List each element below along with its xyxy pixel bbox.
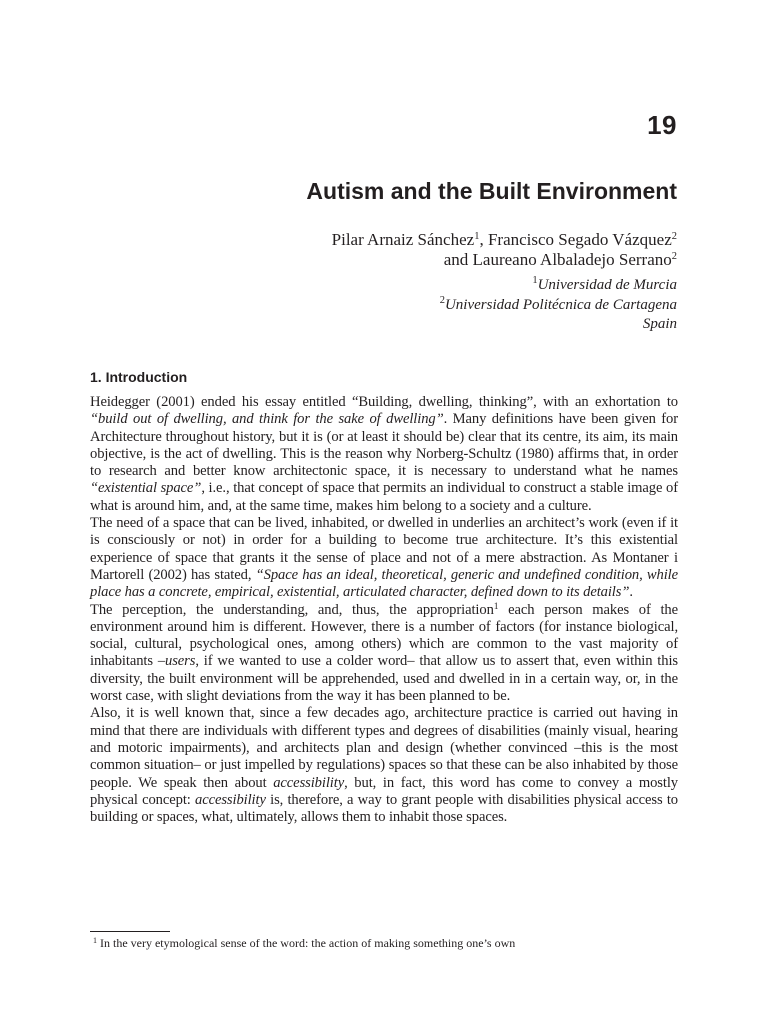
text-run: . Many definitions have been given for Architecture throughout history, but it is (or at least it should be) clear that its centre, its aim, its main objective, is the act of dwelling. This is the reason why Norberg-Schultz (1980) affirms that, in order to research and better know architectonic space, it is necessary to understand what he names bbox=[90, 411, 678, 480]
affiliation-list bbox=[440, 276, 677, 335]
author-line-2 bbox=[332, 250, 677, 270]
author-separator: , bbox=[479, 230, 488, 249]
section-heading: 1. Introduction bbox=[90, 369, 188, 385]
affiliation-marker: 1 bbox=[532, 275, 538, 286]
text-run: is, therefore, a way to grant people with disabilities physical access to building or spaces, what, ultimately, allows them to inhabit those spaces. bbox=[90, 791, 678, 826]
affiliation-line bbox=[440, 315, 677, 335]
text-run: each person makes of the environment around him is different. However, there is a number of factors (for instance biological, social, cultural, psychological ones, among others) which are common to the vast majority of inhabitants – bbox=[90, 601, 678, 670]
affiliation-marker: 1 bbox=[474, 231, 480, 242]
chapter-number: 19 bbox=[647, 110, 677, 140]
affiliation-name: Universidad Politécnica de Cartagena bbox=[444, 296, 677, 313]
text-run: Heidegger (2001) ended his essay entitled “Building, dwelling, thinking”, with an exhortation to bbox=[90, 394, 678, 410]
quotation: “Space has an ideal, theoretical, generic and undefined condition, while place has a concrete, empirical, existential, articulated character, defined down to its details” bbox=[90, 566, 678, 601]
paragraph-2 bbox=[90, 515, 678, 601]
author-line-1 bbox=[332, 230, 677, 250]
emphasis: accessibility bbox=[195, 791, 266, 808]
text-run: , but, in fact, this word has come to convey a mostly physical concept: bbox=[90, 774, 678, 808]
text-run: The perception, the understanding, and, thus, the appropriation bbox=[90, 601, 494, 618]
affiliation-country: Spain bbox=[642, 316, 677, 332]
affiliation-line bbox=[440, 276, 677, 296]
text-run: , if we wanted to use a colder word– that allow us to assert that, even within this diversity, the built environment will be apprehended, used and dwelled in in a certain way, or, in the worst case, with slight deviations from the way it has been planned to be. bbox=[90, 653, 678, 705]
text-run: Also, it is well known that, since a few decades ago, architecture practice is carried out having in mind that there are individuals with different types and degrees of disabilities (mainly visual, hearing and motoric impairments), and architects plan and design (whether convinced –this is the most common situation– or just impelled by regulations) spaces so that these can be also inhabited by those people. We speak then about bbox=[90, 705, 678, 791]
emphasis: users bbox=[165, 653, 196, 670]
footnote bbox=[93, 936, 515, 951]
paragraph-3 bbox=[90, 602, 678, 706]
paragraph-4 bbox=[90, 705, 678, 826]
author-name: Francisco Segado Vázquez bbox=[487, 230, 672, 249]
text-run: The need of a space that can be lived, inhabited, or dwelled in underlies an architect’s work (even if it is consciously or not) in order for a building to become true architecture. It’s this existential experience of space that grants it the sense of place and not of a mere abstraction. As Montaner i Martorell (2002) has stated, bbox=[90, 515, 678, 583]
affiliation-marker: 2 bbox=[671, 251, 677, 262]
author-list bbox=[332, 230, 677, 270]
quotation: “existential space” bbox=[90, 480, 202, 497]
footnote-divider bbox=[90, 931, 170, 932]
body-text bbox=[90, 394, 678, 826]
paragraph-1 bbox=[90, 394, 678, 515]
affiliation-marker: 2 bbox=[439, 294, 445, 306]
chapter-title: Autism and the Built Environment bbox=[306, 178, 677, 204]
affiliation-line bbox=[440, 296, 677, 316]
author-name: Pilar Arnaiz Sánchez bbox=[331, 230, 475, 249]
quotation: “build out of dwelling, and think for the sake of dwelling” bbox=[90, 411, 444, 428]
text-run: . bbox=[629, 584, 633, 601]
affiliation-name: Universidad de Murcia bbox=[537, 277, 677, 293]
footnote-text: In the very etymological sense of the word: the action of making something one’s own bbox=[97, 936, 516, 950]
footnote-marker: 1 bbox=[493, 601, 499, 612]
emphasis: accessibility bbox=[273, 774, 345, 791]
author-name: and Laureano Albaladejo Serrano bbox=[443, 250, 672, 269]
text-run: , i.e., that concept of space that permits an individual to construct a stable image of what is around him, and, at the same time, makes him belong to a society and a culture. bbox=[90, 480, 679, 514]
affiliation-marker: 2 bbox=[671, 231, 677, 242]
footnote-marker: 1 bbox=[93, 936, 97, 945]
